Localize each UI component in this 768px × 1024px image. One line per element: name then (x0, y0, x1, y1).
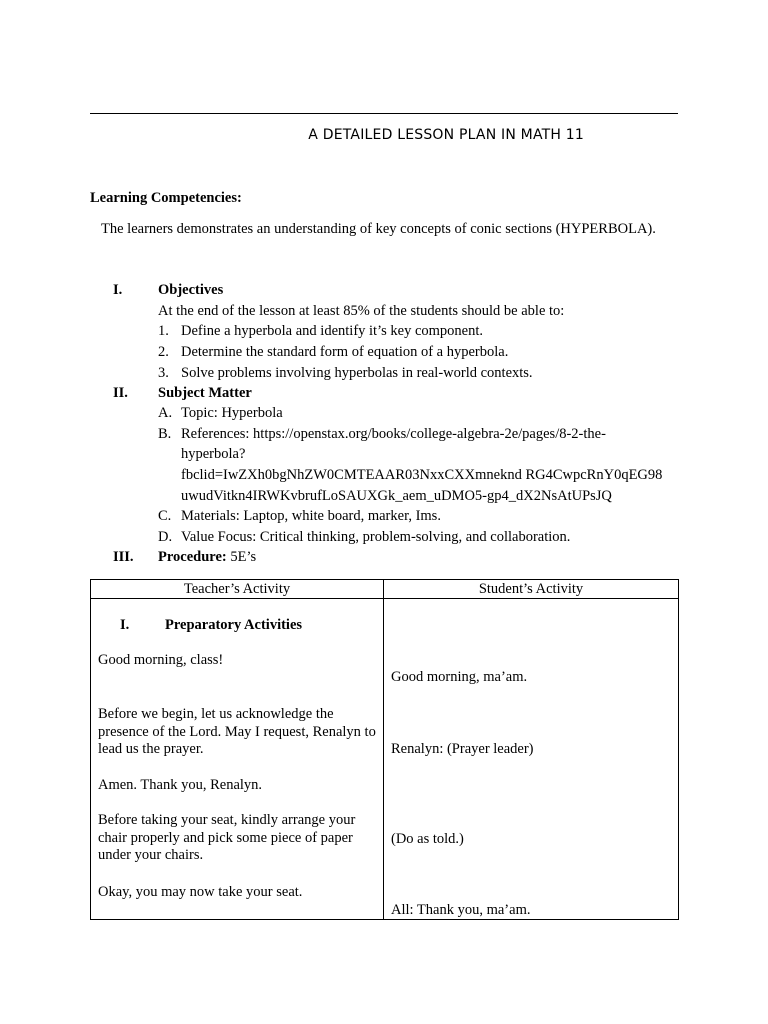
preparatory-number: I. (120, 617, 130, 633)
objectives-number: I. (113, 282, 123, 298)
student-line: Renalyn: (Prayer leader) (391, 741, 534, 757)
objectives-title: Objectives (158, 282, 224, 298)
teacher-line: Amen. Thank you, Renalyn. (98, 777, 263, 793)
competencies-heading: Learning Competencies: (90, 190, 242, 206)
objective-item: Determine the standard form of equation of a hyperbola. (181, 344, 509, 360)
subject-marker: A. (158, 405, 173, 421)
subject-marker: B. (158, 426, 172, 442)
value-focus-text: Value Focus: Critical thinking, problem-solving, and collaboration. (181, 529, 571, 545)
procedure-title: Procedure: (158, 549, 227, 565)
topic-text: Topic: Hyperbola (181, 405, 283, 421)
preparatory-title: Preparatory Activities (165, 617, 303, 633)
header-rule (90, 113, 678, 114)
teacher-line: Good morning, class! (98, 652, 224, 668)
procedure-number: III. (113, 549, 134, 565)
teacher-line: Before we begin, let us acknowledge the presence of the Lord. May I request, Renalyn to lead us the prayer. (98, 706, 376, 757)
references-line: References: https://openstax.org/books/college-algebra-2e/pages/8-2-the- (181, 426, 606, 442)
student-line: Good morning, ma’am. (391, 669, 528, 685)
document-title: A DETAILED LESSON PLAN IN MATH 11 (308, 127, 584, 143)
subject-title: Subject Matter (158, 385, 252, 401)
procedure-line (158, 549, 256, 566)
table-header-row (91, 580, 679, 599)
student-line: (Do as told.) (391, 831, 464, 847)
subject-marker: C. (158, 508, 172, 524)
objective-marker: 3. (158, 365, 169, 381)
objective-item: Solve problems involving hyperbolas in real-world contexts. (181, 365, 533, 381)
references-line: uwudVitkn4IRWKvbrufLoSAUXGk_aem_uDMO5-gp4_dX2NsAtUPsJQ (181, 488, 612, 504)
references-line: fbclid=IwZXh0bgNhZW0CMTEAAR03NxxCXXmneknd RG4CwpcRnY0qEG98 (181, 467, 663, 483)
competencies-text: The learners demonstrates an understanding of key concepts of conic sections (HYPERBOLA). (101, 221, 656, 237)
procedure-value: 5E’s (230, 549, 257, 565)
teacher-line: Before taking your seat, kindly arrange your chair properly and pick some piece of paper under your chairs. (98, 812, 356, 863)
objective-marker: 2. (158, 344, 169, 360)
teacher-activity-header: Teacher’s Activity (91, 580, 384, 599)
teacher-line: Okay, you may now take your seat. (98, 884, 303, 900)
student-activity-cell (384, 599, 679, 920)
objective-item: Define a hyperbola and identify it’s key component. (181, 323, 483, 339)
objectives-intro: At the end of the lesson at least 85% of the students should be able to: (158, 303, 565, 319)
subject-marker: D. (158, 529, 173, 545)
materials-text: Materials: Laptop, white board, marker, Ims. (181, 508, 441, 524)
activity-table (90, 579, 679, 920)
student-activity-header: Student’s Activity (384, 580, 679, 599)
table-row (91, 599, 679, 920)
student-line: All: Thank you, ma’am. (391, 902, 531, 918)
teacher-activity-cell (91, 599, 384, 920)
subject-number: II. (113, 385, 128, 401)
objective-marker: 1. (158, 323, 169, 339)
references-line: hyperbola? (181, 446, 246, 462)
